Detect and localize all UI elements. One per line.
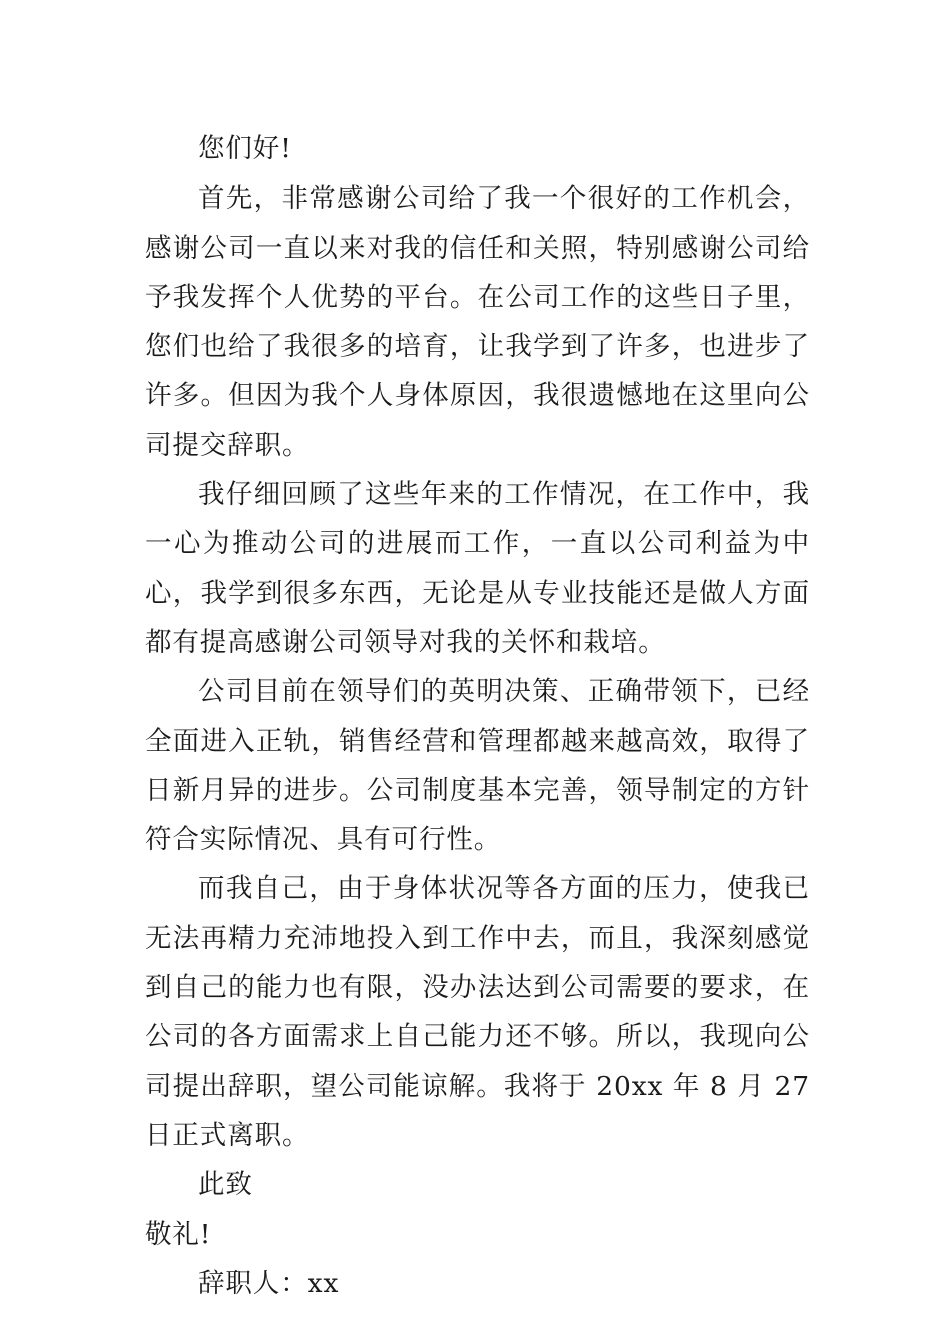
greeting: 您们好! (198, 133, 292, 164)
paragraph-4: 而我自己，由于身体状况等各方面的压力，使我已无法再精力充沛地投入到工作中去，而且，我深刻感觉到自己的能力也有限，没办法达到公司需要的要求，在公司的各方面需求上自己能力还不够。所以，我现向公司提出辞职，望公司能谅解。我将于 20xx 年 8 月 27 日正式离职。 (145, 873, 810, 1151)
paragraph-1: 首先，非常感谢公司给了我一个很好的工作机会，感谢公司一直以来对我的信任和关照，特别感谢公司给予我发挥个人优势的平台。在公司工作的这些日子里，您们也给了我很多的培育，让我学到了许多，也进步了许多。但因为我个人身体原因，我很遗憾地在这里向公司提交辞职。 (145, 183, 810, 461)
resignation-letter (145, 124, 810, 1308)
paragraph-3: 公司目前在领导们的英明决策、正确带领下，已经全面进入正轨，销售经营和管理都越来越高效，取得了日新月异的进步。公司制度基本完善，领导制定的方针符合实际情况、具有可行性。 (145, 676, 810, 856)
signature: 辞职人：xx (198, 1267, 340, 1299)
closing-regards: 敬礼! (145, 1218, 212, 1250)
paragraph-2: 我仔细回顾了这些年来的工作情况，在工作中，我一心为推动公司的进展而工作，一直以公司利益为中心，我学到很多东西，无论是从专业技能还是做人方面都有提高感谢公司领导对我的关怀和栽培。 (145, 479, 810, 658)
closing-salutation: 此致 (198, 1169, 253, 1201)
